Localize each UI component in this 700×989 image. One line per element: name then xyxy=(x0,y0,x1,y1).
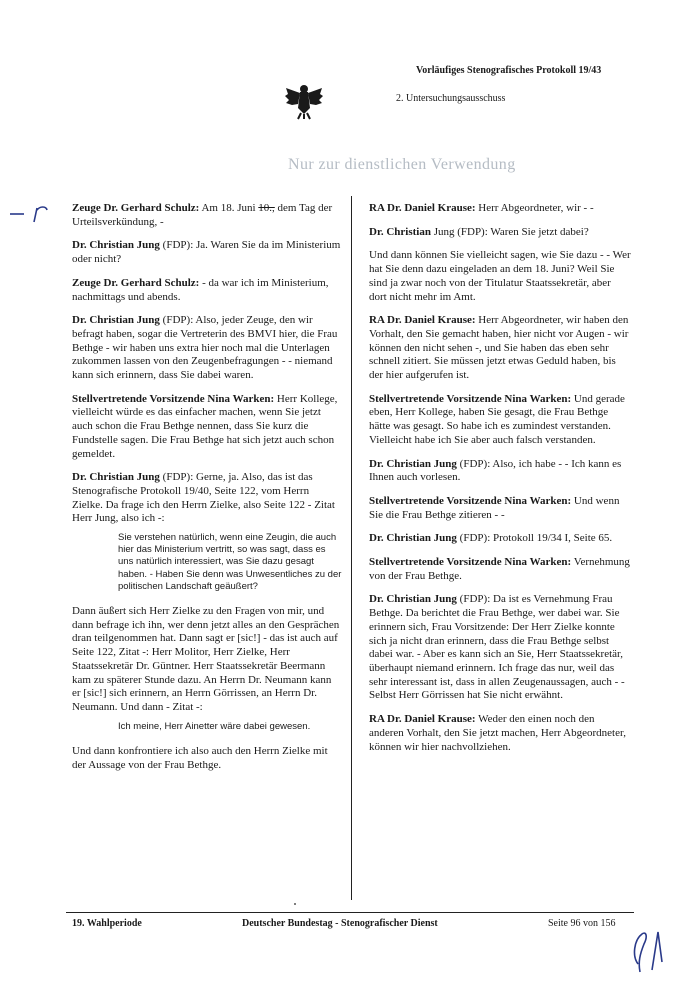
struck-text: 10., xyxy=(258,202,275,214)
footer-rule xyxy=(66,912,634,913)
speech-paragraph: Dann äußert sich Herr Zielke zu den Fragen von mir, und dann befrage ich ihn, wer denn jetzt alles an den Gesprächen dran teilgenommen hat. Dann sagt er [sic!] - das ist auch auf Seite 122, Zitat -: Herr Molitor, Herr Zielke, Herr Staatssekretär Dr. Güntner. Herr Staatssekretär Beermann kam zu späterer Stunde dazu. An Herrn Dr. Neumann kann er [sic!] sich erinnern, an Herrn Görrissen, an Herrn Dr. Neumann. Und dann - Zitat -: xyxy=(72,605,340,713)
speech-paragraph: Und dann können Sie vielleicht sagen, wie Sie dazu - - Wer hat Sie denn dazu eingeladen an dem 18. Juni? Weil Sie sind ja zwar noch von der Titulatur Staatssekretär, aber dort nicht mehr im Amt. xyxy=(369,249,631,303)
speech-paragraph: Dr. Christian Jung (FDP): Ja. Waren Sie da im Ministerium oder nicht? xyxy=(72,239,341,266)
stray-mark xyxy=(294,903,296,905)
speaker-name: Dr. Christian Jung xyxy=(369,532,457,545)
speaker-name: RA Dr. Daniel Krause: xyxy=(369,202,476,214)
speaker-name: Dr. Christian Jung xyxy=(72,471,160,484)
block-quote: Sie verstehen natürlich, wenn eine Zeugin, die auch hier das Ministerium vertritt, so was sagt, dass es uns natürlich interessiert, was Sie dazu gesagt haben. - Haben Sie denn was Unwesentliches zu der politischen Landschaft geäußert? xyxy=(118,532,342,592)
speech-paragraph: Dr. Christian Jung (FDP): Da ist es Vernehmung Frau Bethge. Da berichtet die Frau Bethge, wer dabei war. Sie erinnern sich, Frau Vorsitzende: Der Herr Zielke konnte sich ja nicht dran erinnern, dass die Frau Bethge selbst dabei war. - Aber es kann sich an Sie, Herr Staatssekretär, überhaupt niemand erinnern. Ich frage das nur, weil das sehr interessant ist, dass in allen Zeugenaussagen, auch - - Selbst Herr Görrissen hat Sie nicht erwähnt. xyxy=(369,593,625,702)
speech-paragraph: Stellvertretende Vorsitzende Nina Warken: Und gerade eben, Herr Kollege, haben Sie gesagt, die Frau Bethge hätte was gesagt. So habe ich es zumindest verstanden. Vielleicht habe ich Sie aber auch falsch verstanden. xyxy=(369,392,625,446)
speech-paragraph: RA Dr. Daniel Krause: Herr Abgeordneter, wir - - xyxy=(369,202,594,214)
speaker-name: Dr. Christian Jung xyxy=(369,593,457,606)
speech-paragraph: Stellvertretende Vorsitzende Nina Warken: Und wenn Sie die Frau Bethge zitieren - - xyxy=(369,494,620,521)
footer-institution: Deutscher Bundestag - Stenografischer Dienst xyxy=(242,918,438,929)
speech-paragraph: RA Dr. Daniel Krause: Weder den einen noch den anderen Vorhalt, den Sie jetzt machen, Herr Abgeordneter, können wir hier nachvollziehen. xyxy=(369,713,626,753)
right-column xyxy=(369,202,631,764)
speaker-name: Zeuge Dr. Gerhard Schulz: xyxy=(72,202,200,214)
watermark-text: Nur zur dienstlichen Verwendung xyxy=(288,156,516,173)
block-quote: Ich meine, Herr Ainetter wäre dabei gewesen. xyxy=(118,720,311,732)
speaker-name: Stellvertretende Vorsitzende Nina Warken: xyxy=(72,392,275,405)
speech-paragraph: Stellvertretende Vorsitzende Nina Warken: Herr Kollege, vielleicht würde es das einfacher machen, wenn Sie jetzt auch schon die Frau Bethge nennen, dass Sie kurz die Fundstelle sagen. Die Frau Bethge hat sich jetzt auch schon gemeldet. xyxy=(72,392,338,460)
protocol-title: Vorläufiges Stenografisches Protokoll 19/43 xyxy=(416,65,602,76)
speech-paragraph: Dr. Christian Jung (FDP): Also, ich habe - - Ich kann es Ihnen auch vorlesen. xyxy=(369,457,622,484)
speech-paragraph: Dr. Christian Jung (FDP): Waren Sie jetzt dabei? xyxy=(369,225,589,238)
speaker-name: RA Dr. Daniel Krause: xyxy=(369,314,476,327)
speaker-name: Dr. Christian Jung xyxy=(72,239,160,252)
speech-paragraph: Und dann konfrontiere ich also auch den Herrn Zielke mit der Aussage von der Frau Bethge. xyxy=(72,744,328,771)
handwritten-margin-mark xyxy=(4,200,54,230)
speech-paragraph: Stellvertretende Vorsitzende Nina Warken: Vernehmung von der Frau Bethge. xyxy=(369,556,630,582)
speaker-name: RA Dr. Daniel Krause: xyxy=(369,713,476,726)
federal-eagle-icon xyxy=(284,80,324,120)
footer-page-number: Seite 96 von 156 xyxy=(548,918,616,929)
speaker-name: Dr. Christian Jung xyxy=(369,457,457,470)
handwritten-signature xyxy=(624,922,674,978)
speaker-name: Stellvertretende Vorsitzende Nina Warken: xyxy=(369,392,572,405)
footer-legislative-period: 19. Wahlperiode xyxy=(72,918,142,929)
committee-name: 2. Untersuchungsausschuss xyxy=(396,93,506,104)
speech-paragraph: RA Dr. Daniel Krause: Herr Abgeordneter, wir haben den Vorhalt, den Sie gemacht haben, hier nicht vor Augen - wir können den nicht sehen -, und Sie haben das eben sehr schnell zitiert. Sie müssen jetzt etwas Geduld haben, bis der hier aufgerufen ist. xyxy=(369,314,629,382)
column-divider xyxy=(351,196,352,900)
speaker-name: Stellvertretende Vorsitzende Nina Warken: xyxy=(369,494,572,507)
speech-paragraph: Dr. Christian Jung (FDP): Protokoll 19/34 I, Seite 65. xyxy=(369,532,613,545)
speech-paragraph: Zeuge Dr. Gerhard Schulz: Am 18. Juni 10., dem Tag der Urteilsverkündung, - xyxy=(72,202,333,228)
speech-paragraph: Dr. Christian Jung (FDP): Gerne, ja. Also, das ist das Stenografische Protokoll 19/40, Seite 122, vom Herrn Zielke. Da frage ich den Herrn Zielke, also Seite 122 - Zitat Herr Jung, also ich -: xyxy=(72,471,335,525)
speaker-name: Stellvertretende Vorsitzende Nina Warken: xyxy=(369,556,572,569)
speech-paragraph: Dr. Christian Jung (FDP): Also, jeder Zeuge, den wir befragt haben, sogar die Vertreterin des BMVI hier, die Frau Bethge - wir haben uns extra hier noch mal die Unterlagen zukommen lassen von den Zeugenbefragungen - - niemand kann sich erinnern, dass Sie dabei waren. xyxy=(72,314,338,382)
speaker-name: Dr. Christian Jung xyxy=(72,314,160,327)
speaker-name: Zeuge Dr. Gerhard Schulz: xyxy=(72,276,200,289)
speech-paragraph: Zeuge Dr. Gerhard Schulz: - da war ich im Ministerium, nachmittags und abends. xyxy=(72,276,329,303)
left-column xyxy=(72,202,342,782)
speaker-name: Dr. Christian xyxy=(369,225,431,238)
